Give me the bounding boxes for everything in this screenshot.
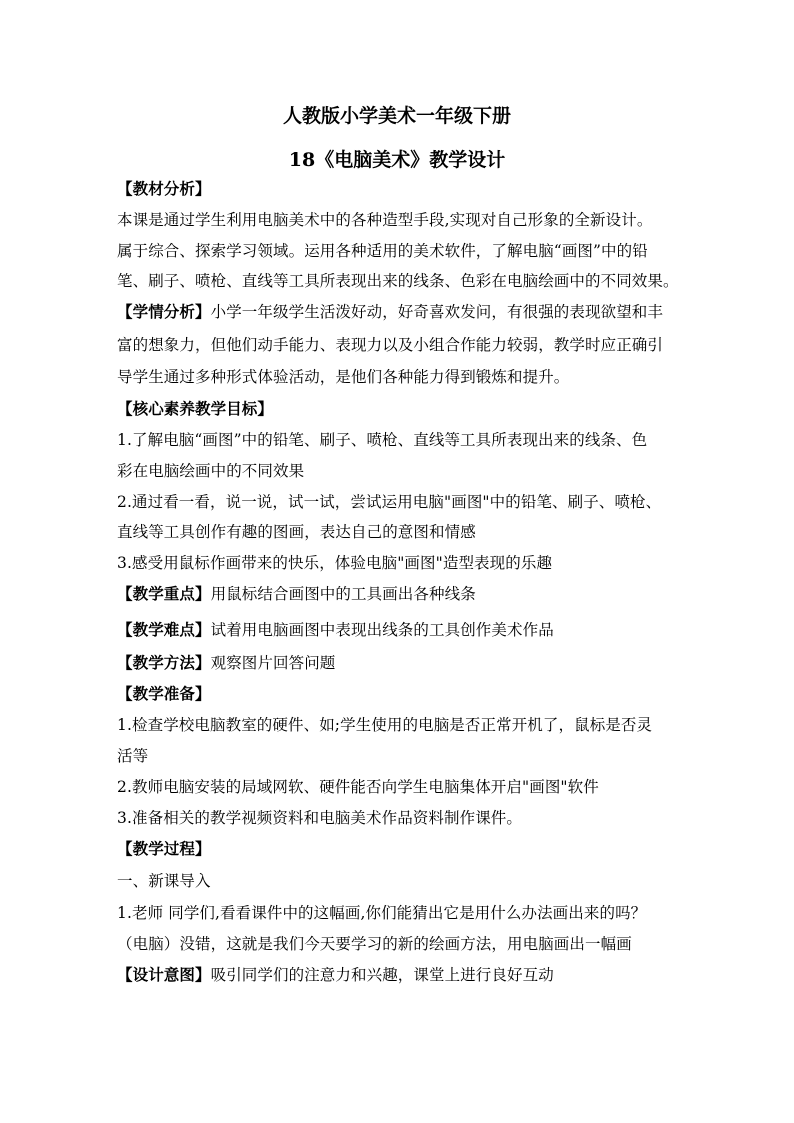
paragraph-line	[117, 491, 661, 513]
line-text: （电脑）没错，这就是我们今天要学习的新的绘画方法，用电脑画出一幅画	[117, 935, 632, 953]
line-text: 1.老师 同学们,看看课件中的这幅画,你们能猜出它是用什么办法画出来的吗？	[117, 904, 647, 922]
line-text: 2.教师电脑安装的局域网软、硬件能否向学生电脑集体开启"画图"软件	[117, 778, 599, 796]
section-heading: 【教材分析】	[117, 179, 211, 198]
paragraph-line	[117, 807, 522, 829]
paragraph-line	[117, 964, 554, 986]
line-text: 属于综合、探索学习领域。运用各种适用的美术软件，了解电脑“画图”中的铅	[117, 242, 648, 260]
section-heading: 【核心素养教学目标】	[117, 399, 274, 418]
line-text: 2.通过看一看，说一说，试一试，尝试运用电脑"画图"中的铅笔、刷子、喷枪、	[117, 493, 662, 511]
paragraph-line	[117, 583, 476, 605]
document-title: 人教版小学美术一年级下册	[282, 105, 511, 127]
section-heading: 【学情分析】	[117, 302, 211, 321]
paragraph-line	[117, 301, 663, 323]
paragraph-line	[117, 552, 552, 574]
paragraph-line	[117, 683, 211, 705]
line-text: 导学生通过多种形式体验活动，是他们各种能力得到锻炼和提升。	[117, 368, 570, 386]
paragraph-line	[117, 398, 273, 420]
paragraph-line	[117, 429, 647, 451]
paragraph-line	[117, 933, 632, 955]
paragraph-line	[117, 652, 335, 674]
paragraph-line	[117, 521, 476, 543]
paragraph-line	[117, 838, 211, 860]
paragraph-line	[117, 902, 646, 924]
paragraph-line	[117, 460, 304, 482]
line-text: 1.了解电脑“画图”中的铅笔、刷子、喷枪、直线等工具所表现出来的线条、色	[117, 431, 648, 449]
paragraph-line	[117, 776, 599, 798]
paragraph-line	[117, 745, 148, 767]
paragraph-line	[117, 714, 652, 736]
line-text: 1.检查学校电脑教室的硬件、如;学生使用的电脑是否正常开机了，鼠标是否灵	[117, 716, 653, 734]
section-heading: 【教学难点】	[117, 620, 211, 639]
line-text: 一、新课导入	[117, 872, 211, 890]
line-text: 小学一年级学生活泼好动，好奇喜欢发问，有很强的表现欲望和丰	[210, 303, 664, 321]
paragraph-line	[117, 178, 211, 200]
line-text: 直线等工具创作有趣的图画，表达自己的意图和情感	[117, 523, 476, 541]
paragraph-line	[117, 334, 663, 356]
line-text: 笔、刷子、喷枪、直线等工具所表现出来的线条、色彩在电脑绘画中的不同效果。	[117, 272, 679, 290]
section-heading: 【设计意图】	[117, 965, 211, 984]
paragraph-line	[117, 240, 648, 262]
line-text: 3.感受用鼠标作画带来的快乐，体验电脑"画图"造型表现的乐趣	[117, 554, 553, 572]
line-text: 观察图片回答问题	[210, 654, 336, 672]
line-text: 吸引同学们的注意力和兴趣，课堂上进行良好互动	[210, 966, 554, 984]
line-text: 试着用电脑画图中表现出线条的工具创作美术作品	[210, 621, 554, 639]
section-heading: 【教学准备】	[117, 684, 211, 703]
section-heading: 【教学重点】	[117, 584, 211, 603]
line-text: 彩在电脑绘画中的不同效果	[117, 462, 305, 480]
line-text: 本课是通过学生利用电脑美术中的各种造型手段,实现对自己形象的全新设计。	[117, 211, 653, 229]
paragraph-line	[117, 366, 569, 388]
line-text: 活等	[117, 747, 149, 765]
line-text: 3.准备相关的教学视频资料和电脑美术作品资料制作课件。	[117, 809, 522, 827]
line-text: 用鼠标结合画图中的工具画出各种线条	[210, 585, 476, 603]
section-heading: 【教学方法】	[117, 653, 211, 672]
paragraph-line	[117, 619, 554, 641]
paragraph-line	[117, 209, 652, 231]
document-subtitle: 18《电脑美术》教学设计	[288, 149, 506, 171]
section-heading: 【教学过程】	[117, 839, 211, 858]
paragraph-line	[117, 870, 211, 892]
paragraph-line	[117, 270, 679, 292]
line-text: 富的想象力，但他们动手能力、表现力以及小组合作能力较弱，教学时应正确引	[117, 336, 664, 354]
